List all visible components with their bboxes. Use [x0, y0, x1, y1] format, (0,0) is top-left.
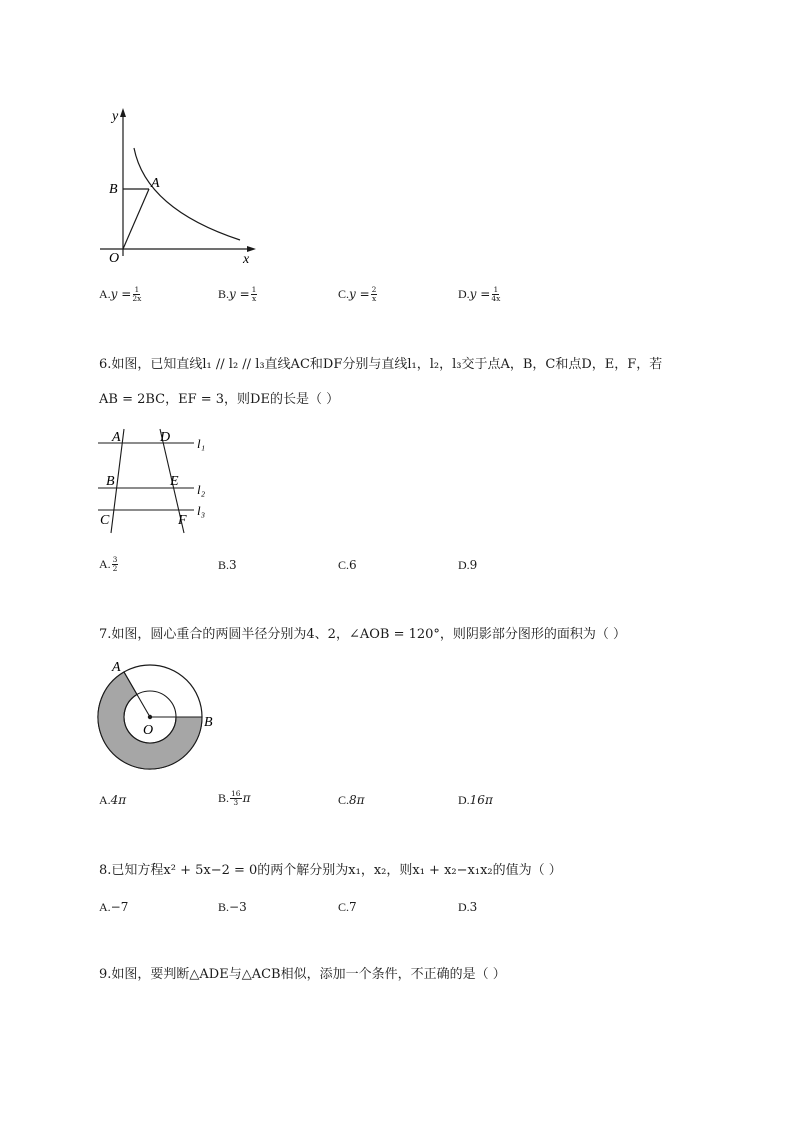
line-l1-label: l₁: [197, 436, 206, 451]
point-e-label: E: [170, 474, 179, 489]
q6-stem-line2: AB = 2BC，EF = 3，则DE的长是（ ）: [99, 392, 340, 407]
q5-figure: [92, 104, 267, 270]
center-o-label: O: [143, 723, 154, 738]
segment-oa: [123, 189, 149, 249]
q6-stem-line1: 6.如图，已知直线l₁ // l₂ // l₃直线AC和DF分别与直线l₁，l₂，l₃交于点A，B，C和点D，E，F，若: [99, 357, 663, 372]
origin-label: O: [109, 251, 120, 266]
q5-option-c[interactable]: C.y = $\frac{2}{x}$: [338, 285, 377, 303]
q8-option-d[interactable]: D.3: [458, 900, 478, 914]
q8-option-c[interactable]: C.7: [338, 900, 357, 914]
q9-stem-line1: 9.如图，要判断△ADE与△ACB相似，添加一个条件，不正确的是（ ）: [99, 967, 506, 982]
line-l3-label: l₃: [197, 503, 206, 518]
point-c-label: C: [100, 513, 110, 528]
fraction: $\frac{1}{x}$: [251, 285, 257, 303]
hyperbola-curve: [134, 148, 240, 240]
q7-figure: [94, 657, 224, 777]
point-d-label: D: [160, 430, 171, 445]
fraction: $\frac{16}{3}$: [231, 789, 241, 807]
point-b-label: B: [204, 715, 213, 730]
q6-option-c[interactable]: C.6: [338, 558, 357, 572]
q7-option-b[interactable]: B. $\frac{16}{3}$ π: [218, 789, 251, 807]
q7-option-a[interactable]: A.4π: [99, 793, 127, 807]
point-a-label: A: [112, 430, 121, 445]
q7-stem-line1: 7.如图，圆心重合的两圆半径分别为4、2，∠AOB = 120°，则阴影部分图形的面积为（ ）: [99, 627, 627, 642]
q5-option-d[interactable]: D.y = $\frac{1}{4x}$: [458, 285, 501, 303]
point-a-label: A: [151, 176, 160, 191]
q7-option-d[interactable]: D.16π: [458, 793, 493, 807]
q6-option-a[interactable]: A. $\frac{3}{2}$: [99, 555, 118, 573]
y-axis-arrow: [120, 108, 126, 117]
q7-option-c[interactable]: C.8π: [338, 793, 365, 807]
center-point: [148, 715, 152, 719]
q8-option-a[interactable]: A.−7: [99, 900, 129, 914]
fraction: $\frac{1}{2x}$: [132, 285, 142, 303]
point-f-label: F: [178, 513, 187, 528]
q8-stem-line1: 8.已知方程x² + 5x−2 = 0的两个解分别为x₁，x₂，则x₁ + x₂−x₁x₂的值为（ ）: [99, 863, 562, 878]
fraction: $\frac{2}{x}$: [371, 285, 377, 303]
x-axis-label: x: [243, 252, 250, 267]
q6-option-b[interactable]: B.3: [218, 558, 237, 572]
q6-figure: [94, 424, 214, 536]
q5-option-a[interactable]: A.y = $\frac{1}{2x}$: [99, 285, 142, 303]
q8-option-b[interactable]: B.−3: [218, 900, 247, 914]
q6-option-d[interactable]: D.9: [458, 558, 478, 572]
line-l2-label: l₂: [197, 482, 206, 497]
q5-option-b[interactable]: B.y = $\frac{1}{x}$: [218, 285, 257, 303]
fraction: $\frac{3}{2}$: [112, 555, 118, 573]
point-a-label: A: [112, 660, 121, 675]
fraction: $\frac{1}{4x}$: [491, 285, 501, 303]
point-b-label: B: [106, 474, 115, 489]
y-axis-label: y: [112, 109, 119, 124]
point-b-label: B: [109, 182, 118, 197]
